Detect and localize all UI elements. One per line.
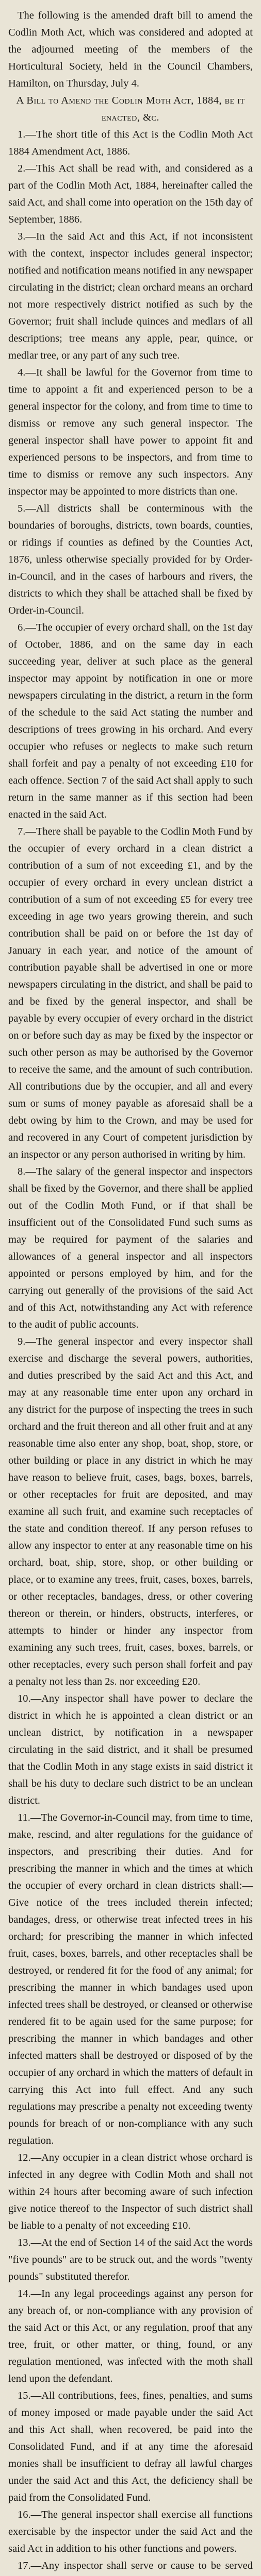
section-17: 17.—Any inspector shall serve or cause to be served	[18, 2560, 253, 2571]
section-14: 14.—In any legal proceedings against any person for any breach of, or non-compliance with any provision of the said Act or this Act, or any regulation, proof that any tree, fruit, or other matter, or thing, found, or any regulation mentioned, was infected with the moth shall lend upon the defendant.	[8, 2288, 253, 2384]
section-10: 10.—Any inspector shall have power to declare the district in which he is appointed a clean district or an unclean district, by notification in a newspaper circulating in the said district, and it shall be presumed that the Codlin Moth in any stage exists in said district it shall be his duty to declare such district to be an unclean district.	[8, 1693, 253, 1806]
section-2: 2.—This Act shall be read with, and considered as a part of the Codlin Moth Act, 1884, hereinafter called the said Act, and shall come into operation on the 15th day of September, 1886.	[8, 163, 253, 225]
section-12: 12.—Any occupier in a clean district whose orchard is infected in any degree with Codlin Moth and shall not within 24 hours after becoming aware of such infection give notice thereof to the Inspector of such district shall be liable to a penalty of not exceeding £10.	[8, 2152, 253, 2231]
section-8: 8.—The salary of the general inspector and inspectors shall be fixed by the Governor, and there shall be applied out of the Codlin Moth Fund, or if that shall be insufficient out of the Consolidated Fund such sums as may be required for payment of the salaries and allowances of a general inspector and all inspectors appointed or persons employed by him, and for the carrying out generally of the provisions of the said Act and of this Act, notwithstanding any Act with reference to the audit of public accounts.	[8, 1166, 253, 1330]
section-15: 15.—All contributions, fees, fines, penalties, and sums of money imposed or made payable under the said Act and this Act shall, when recovered, be paid into the Consolidated Fund, and if at any time the aforesaid monies shall be insufficient to defray all lawful charges under the said Act and this Act, the deficiency shall be paid from the Consolidated Fund.	[8, 2390, 253, 2503]
article-column	[8, 7, 253, 2576]
section-3: 3.—In the said Act and this Act, if not inconsistent with the context, inspector includes general inspector; notified and notification means notified in any newspaper circulating in the district; clean orchard means an orchard not more respectively district notified as such by the Governor; fruit shall include quinces and medlars of all descriptions; tree means any apple, pear, quince, or medlar tree, or any part of any such tree.	[8, 231, 253, 361]
section-1: 1.—The short title of this Act is the Codlin Moth Act 1884 Amendment Act, 1886.	[8, 129, 253, 157]
section-13: 13.—At the end of Section 14 of the said Act the words "five pounds" are to be struck out, and the words "twenty pounds" substituted therefor.	[8, 2237, 253, 2282]
section-9: 9.—The general inspector and every inspector shall exercise and discharge the several powers, authorities, and duties prescribed by the said Act and this Act, and may at any reasonable time enter upon any orchard in any district for the purpose of inspecting the trees in such orchard and the fruit thereon and all other fruit and at any reasonable time also enter any shop, boat, shop, store, or other building or place in any district in which he may have reason to believe fruit, cases, bags, boxes, barrels, or other receptacles for fruit are deposited, and may examine all such fruit, and examine such receptacles of the state and condition thereof. If any person refuses to allow any inspector to enter at any reasonable time on his orchard, boat, ship, store, shop, or other building or place, or to examine any trees, fruit, cases, boxes, barrels, or other receptacles, bandages, dress, or other covering thereon or therein, or hinders, obstructs, interferes, or attempts to hinder or hinder any inspector from examining any such trees, fruit, cases, boxes, barrels, or other receptacles, every such person shall forfeit and pay a penalty not less than 2s. nor exceeding £20.	[8, 1336, 253, 1687]
section-7: 7.—There shall be payable to the Codlin Moth Fund by the occupier of every orchard in a clean district a contribution of a sum of not exceeding £1, and by the occupier of every orchard in every unclean district a contribution of a sum of not exceeding £5 for every tree exceeding in age two years growing therein, and such contribution shall be paid on or before the 1st day of January in each year, and notice of the amount of contribution payable shall be advertised in one or more newspapers circulating in the district, and shall be paid to and be fixed by the general inspector, and shall be payable by every occupier of every orchard in the district on or before such day as may be fixed by the inspector or such other person as may be authorised by the Governor to receive the same, and the amount of such contribution. All contributions due by the occupier, and all and every sum or sums of money payable as aforesaid shall be a debt owing by him to the Crown, and may be used for and recovered in any Court of competent jurisdiction by an inspector or any person authorised in writing by him.	[8, 826, 253, 1160]
section-6: 6.—The occupier of every orchard shall, on the 1st day of October, 1886, and on the same day in each succeeding year, deliver at such place as the general inspector may appoint by notification in one or more newspapers circulating in the district, a return in the form of the schedule to the said Act stating the number and descriptions of trees growing in his orchard. And every occupier who refuses or neglects to make such return shall forfeit and pay a penalty of not exceeding £10 for each offence. Section 7 of the said Act shall apply to such return in the same manner as if this section had been enacted in the said Act.	[8, 622, 253, 820]
section-16: 16.—The general inspector shall exercise all functions exercisable by the inspector under the said Act and the said Act in addition to his other functions and powers.	[8, 2509, 253, 2554]
section-5: 5.—All districts shall be conterminous with the boundaries of boroughs, districts, town boards, counties, or ridings if counties as defined by the Counties Act, 1876, unless otherwise specially provided for by Order-in-Council, and in the cases of harbours and rivers, the districts to which they shall be attached shall be fixed by Order-in-Council.	[8, 503, 253, 616]
bill-heading: A Bill to Amend the Codlin Moth Act, 1884, be it enacted, &c.	[16, 95, 245, 123]
section-4: 4.—It shall be lawful for the Governor from time to time to appoint a fit and experienced person to be a general inspector for the colony, and from time to time to dismiss or remove any such general inspector. The general inspector shall have power to appoint fit and experienced persons to be inspectors, and from time to time to dismiss or remove any such inspectors. Any inspector may be appointed to more districts than one.	[8, 367, 253, 497]
article-intro: The following is the amended draft bill to amend the Codlin Moth Act, which was considered and adopted at the adjourned meeting of the members of the Horticultural Society, held in the Council Chambers, Hamilton, on Thursday, July 4.	[8, 10, 253, 89]
section-11: 11.—The Governor-in-Council may, from time to time, make, rescind, and alter regulations for the guidance of inspectors, and prescribing their duties. And for prescribing the manner in which and the times at which the occupier of every orchard in clean districts shall:—Give notice of the trees included therein infected; bandages, dress, or otherwise treat infected trees in his orchard; for prescribing the manner in which infected fruit, cases, boxes, barrels, and other receptacles shall be destroyed, or rendered fit for the food of any animal; for prescribing the manner in which bandages used upon infected trees shall be destroyed, or cleansed or otherwise rendered fit to be again used for the same purpose; for prescribing the manner in which bandages and other infected matters shall be destroyed or disposed of by the occupier of any orchard in which the matters of default in carrying this Act into full effect. And any such regulations may prescribe a penalty not exceeding twenty pounds for breach of or non-compliance with any such regulation.	[8, 1812, 253, 2146]
